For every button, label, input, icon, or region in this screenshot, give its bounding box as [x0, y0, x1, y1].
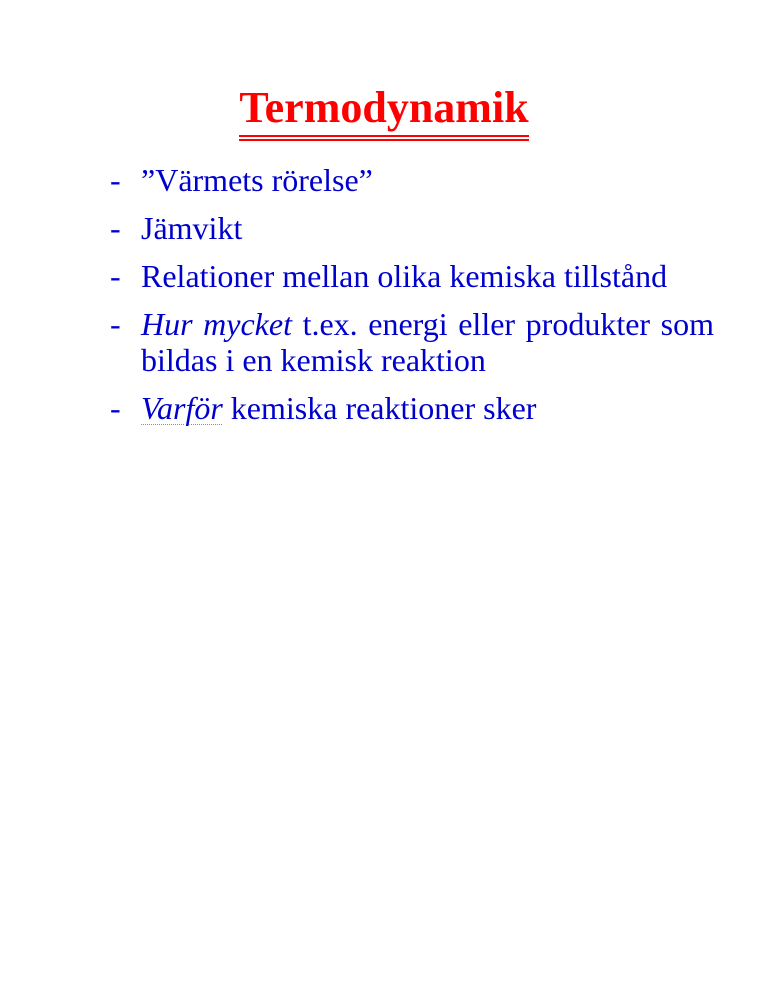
list-item [110, 210, 714, 246]
list-item [110, 162, 714, 198]
list-item-text: Jämvikt [141, 210, 243, 246]
title-container [0, 84, 768, 137]
bullet-dash: - [110, 210, 121, 246]
list-item [110, 258, 714, 294]
page-title: Termodynamik [239, 84, 528, 137]
list-item-emphasis: Hur mycket [141, 306, 292, 342]
bullet-dash: - [110, 162, 121, 198]
list-item-text: kemiska reaktioner sker [222, 390, 537, 426]
list-item [110, 306, 714, 378]
list-item [110, 390, 714, 426]
bullet-dash: - [110, 390, 121, 426]
bullet-dash: - [110, 258, 121, 294]
list-item-text: Relationer mellan olika kemiska tillstånd [141, 258, 668, 294]
list-item-emphasis: Varför [141, 390, 223, 426]
bullet-dash: - [110, 306, 121, 342]
list-item-text: ”Värmets rörelse” [141, 162, 373, 198]
list-item-text: t.ex. energi eller produkter som bildas i en kemisk reaktion [141, 306, 714, 378]
bullet-list [110, 162, 714, 438]
